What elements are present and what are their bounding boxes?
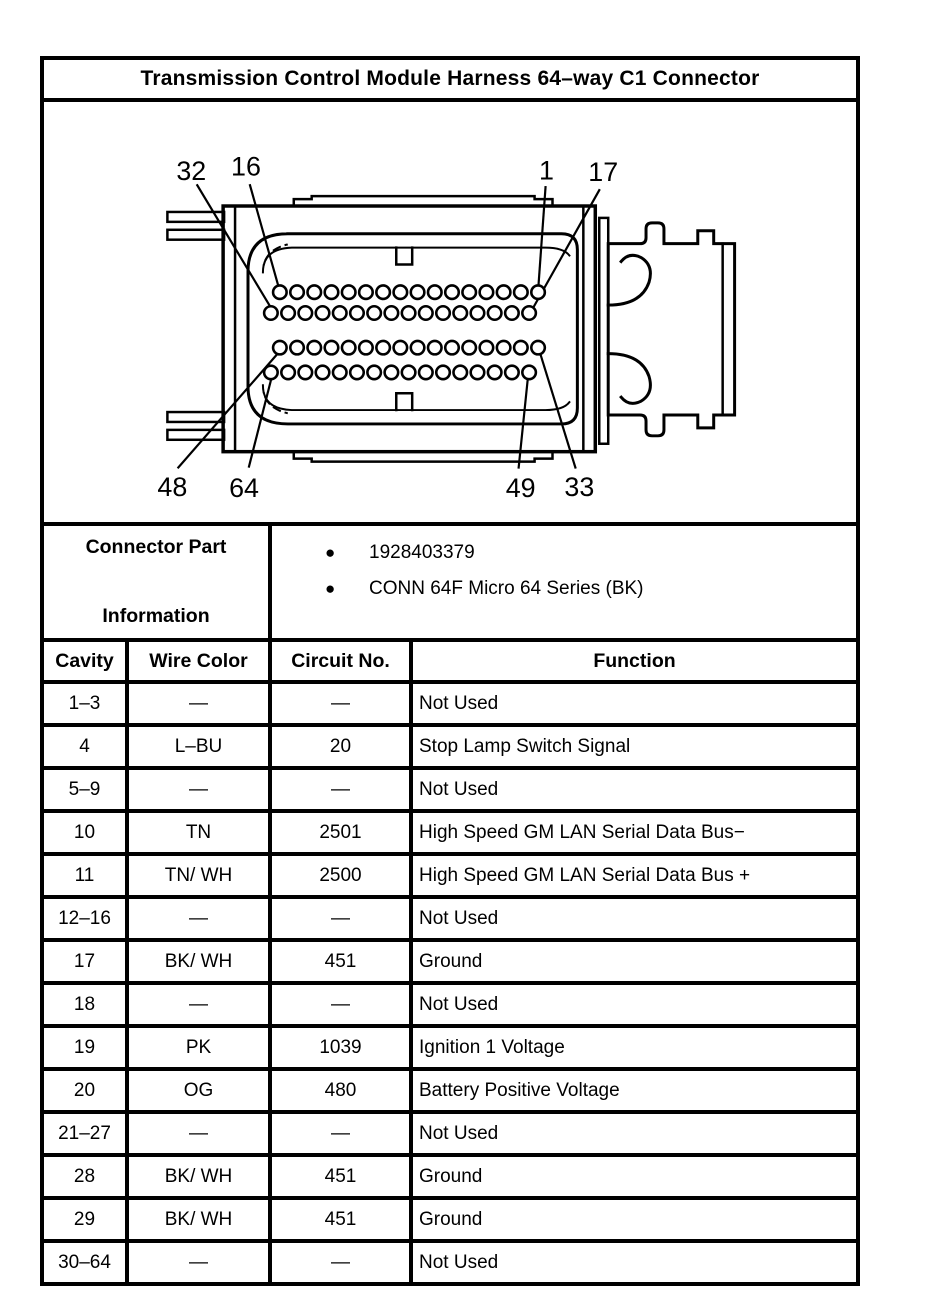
cavity-cell: 19 [42,1026,127,1069]
part-info-list [273,527,855,607]
circuit-no-cell: 451 [270,1155,411,1198]
pin-label-48: 48 [157,472,188,503]
cavity-cell: 12–16 [42,897,127,940]
table-row [42,854,858,897]
function-cell: Not Used [411,682,858,725]
header-cavity: Cavity [42,640,127,682]
circuit-no-cell: 1039 [270,1026,411,1069]
cavity-cell: 30–64 [42,1241,127,1284]
table-row [42,1241,858,1284]
info-heading-line1: Connector Part [85,536,227,558]
wire-color-cell: TN [127,811,270,854]
pin-label-1: 1 [539,155,554,186]
function-cell: Ground [411,1155,858,1198]
diagram-row [42,100,858,524]
pin-label-32: 32 [176,156,207,187]
pin-holes [264,285,545,379]
wire-color-cell: L–BU [127,725,270,768]
table-row [42,682,858,725]
table-row [42,1069,858,1112]
table-row [42,768,858,811]
table-row [42,983,858,1026]
table-row [42,725,858,768]
pin-label-64: 64 [229,473,259,504]
function-cell: Ground [411,940,858,983]
circuit-no-cell: 451 [270,1198,411,1241]
wire-seal [599,218,734,444]
wire-color-cell: BK/ WH [127,1155,270,1198]
circuit-no-cell: 20 [270,725,411,768]
table-row [42,1026,858,1069]
title-row [42,58,858,100]
circuit-no-cell: — [270,768,411,811]
cavity-cell: 18 [42,983,127,1026]
circuit-no-cell: — [270,682,411,725]
function-cell: High Speed GM LAN Serial Data Bus− [411,811,858,854]
function-cell: Not Used [411,1112,858,1155]
function-cell: Stop Lamp Switch Signal [411,725,858,768]
wire-color-cell: — [127,682,270,725]
function-cell: High Speed GM LAN Serial Data Bus + [411,854,858,897]
wire-color-cell: — [127,1112,270,1155]
info-heading-line2: Information [102,605,210,627]
wire-color-cell: — [127,983,270,1026]
pin-label-33: 33 [564,472,595,503]
circuit-no-cell: — [270,983,411,1026]
function-cell: Ignition 1 Voltage [411,1026,858,1069]
table-row [42,1155,858,1198]
wire-color-cell: TN/ WH [127,854,270,897]
function-cell: Not Used [411,897,858,940]
list-item [325,535,855,571]
circuit-no-cell: — [270,1241,411,1284]
cavity-cell: 21–27 [42,1112,127,1155]
page-title: Transmission Control Module Harness 64–way C1 Connector [42,58,858,100]
wire-color-cell: BK/ WH [127,940,270,983]
circuit-no-cell: 2500 [270,854,411,897]
cavity-cell: 5–9 [42,768,127,811]
wire-color-cell: PK [127,1026,270,1069]
connector-part-info-values [270,524,858,640]
function-cell: Not Used [411,768,858,811]
wire-color-cell: — [127,1241,270,1284]
list-item [325,571,855,607]
part-number: 1928403379 [369,542,475,563]
function-cell: Battery Positive Voltage [411,1069,858,1112]
connector-part-info-row [42,524,858,640]
connector-diagram [44,102,856,522]
cavity-cell: 17 [42,940,127,983]
pin-label-17: 17 [588,157,619,188]
header-wire-color: Wire Color [127,640,270,682]
circuit-no-cell: 2501 [270,811,411,854]
circuit-no-cell: 451 [270,940,411,983]
cavity-cell: 4 [42,725,127,768]
wire-color-cell: — [127,897,270,940]
pin-label-49: 49 [505,473,536,504]
header-circuit-no: Circuit No. [270,640,411,682]
bullet-icon: ● [325,579,336,598]
cavity-cell: 20 [42,1069,127,1112]
circuit-no-cell: — [270,1112,411,1155]
function-cell: Ground [411,1198,858,1241]
bullet-icon: ● [325,543,336,562]
part-description: CONN 64F Micro 64 Series (BK) [369,578,644,599]
cavity-cell: 29 [42,1198,127,1241]
wire-color-cell: BK/ WH [127,1198,270,1241]
connector-housing [223,196,595,461]
cavity-cell: 1–3 [42,682,127,725]
pin-face [248,234,577,424]
table-row [42,1198,858,1241]
header-function: Function [411,640,858,682]
wire-color-cell: OG [127,1069,270,1112]
wire-color-cell: — [127,768,270,811]
table-row [42,811,858,854]
table-row [42,1112,858,1155]
function-cell: Not Used [411,983,858,1026]
table-header-row [42,640,858,682]
cavity-cell: 28 [42,1155,127,1198]
function-cell: Not Used [411,1241,858,1284]
cavity-cell: 10 [42,811,127,854]
circuit-no-cell: — [270,897,411,940]
connector-drawing [44,102,856,522]
table-row [42,897,858,940]
cavity-cell: 11 [42,854,127,897]
connector-part-info-heading [42,524,270,640]
connector-diagram-cell [42,100,858,524]
pin-label-16: 16 [231,151,261,182]
circuit-no-cell: 480 [270,1069,411,1112]
table-row [42,940,858,983]
connector-doc-table [40,56,860,1286]
